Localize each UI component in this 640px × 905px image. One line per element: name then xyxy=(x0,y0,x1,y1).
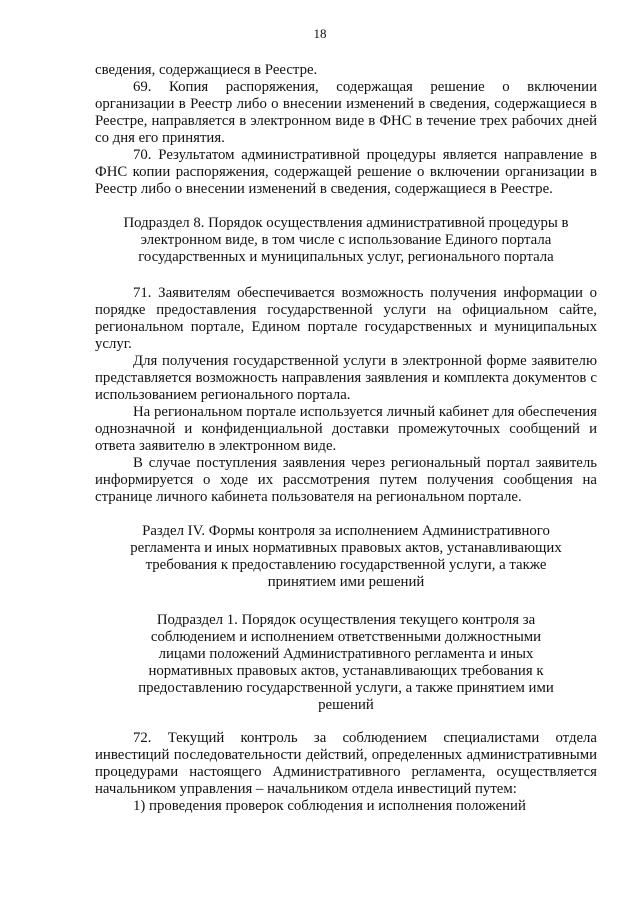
paragraph-continuation: сведения, содержащиеся в Реестре. xyxy=(95,62,318,78)
paragraph-71: 71. Заявителям обеспечивается возможность получения информации о порядке предоставления государственной услуги на официальном сайте, региональном портале, Едином портале государственных и муниципальных услуг. xyxy=(95,285,597,352)
section-4-heading: Раздел IV. Формы контроля за исполнением Административного регламента и иных нормативных правовых актов, устанавливающих требования к предоставлению государственной услуги, а также принятием ими решений xyxy=(130,523,562,590)
subsection-1-heading: Подраздел 1. Порядок осуществления текущего контроля за соблюдением и исполнением ответственными должностными лицами положений Административного регламента и иных нормативных правовых актов, устанавливающих требования к предоставлению государственной услуги, а также принятием ими решений xyxy=(138,612,554,713)
paragraph-71-electronic-form: Для получения государственной услуги в электронной форме заявителю представляется возможность направления заявления и комплекта документов с использованием регионального портала. xyxy=(95,353,597,403)
document-body xyxy=(95,62,597,815)
paragraph-72-item-1: 1) проведения проверок соблюдения и исполнения положений xyxy=(133,798,526,814)
paragraph-70: 70. Результатом административной процедуры является направление в ФНС копии распоряжения, содержащей решение о включении организации в Реестр либо о внесении изменений в сведения, содержащиеся в Реестре. xyxy=(95,147,597,197)
paragraph-69: 69. Копия распоряжения, содержащая решение о включении организации в Реестр либо о внесении изменений в сведения, содержащиеся в Реестре, направляется в электронном виде в ФНС в течение трех рабочих дней со дня его принятия. xyxy=(95,79,597,146)
paragraph-71-application-status: В случае поступления заявления через региональный портал заявитель информируется о ходе их рассмотрения путем получения сообщения на странице личного кабинета пользователя на региональном портале. xyxy=(95,455,597,505)
paragraph-71-personal-cabinet: На региональном портале используется личный кабинет для обеспечения однозначной и конфиденциальной доставки промежуточных сообщений и ответа заявителю в электронном виде. xyxy=(95,404,597,454)
paragraph-72: 72. Текущий контроль за соблюдением специалистами отдела инвестиций последовательности действий, определенных административными процедурами настоящего Административного регламента, осуществляется начальником управления – начальником отдела инвестиций путем: xyxy=(95,730,597,797)
page-number: 18 xyxy=(313,26,327,41)
subsection-8-heading: Подраздел 8. Порядок осуществления административной процедуры в электронном виде, в том числе с использование Единого портала государственных и муниципальных услуг, регионального портала xyxy=(123,215,569,265)
